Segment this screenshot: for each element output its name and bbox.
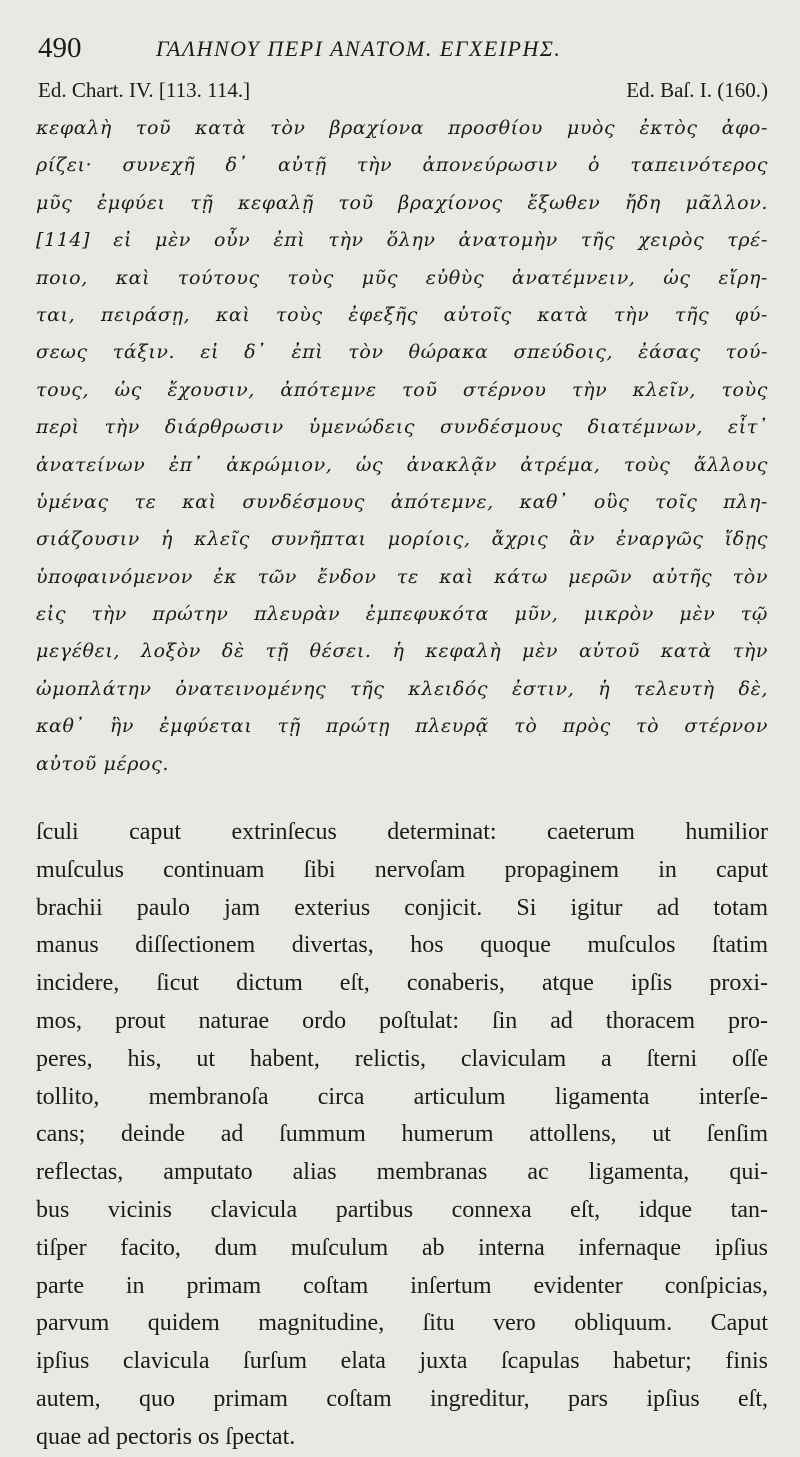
edition-reference-basel: Ed. Baſ. I. (160.) <box>626 78 768 102</box>
latin-text-line: tollito, membranoſa circa articulum ligamenta interſe- <box>36 1083 768 1110</box>
greek-text-line: ποιο, καὶ τούτους τοὺς μῦς εὐθὺς ἀνατέμνειν, ὡς εἴρη- <box>36 266 768 289</box>
greek-text-line: τους, ὡς ἔχουσιν, ἀπότεμνε τοῦ στέρνου τὴν κλεῖν, τοὺς <box>36 378 768 401</box>
running-head: ΓΑΛΗΝΟΥ ΠΕΡΙ ΑΝΑΤΟΜ. ΕΓΧΕΙΡΗΣ. <box>156 36 562 61</box>
latin-text-line: parvum quidem magnitudine, ſitu vero obliquum. Caput <box>36 1310 768 1337</box>
latin-text-line: autem, quo primam coſtam ingreditur, pars ipſius eſt, <box>36 1385 768 1412</box>
greek-text-line: ὑποφαινόμενον ἐκ τῶν ἔνδον τε καὶ κάτω μερῶν αὐτῆς τὸν <box>36 565 768 588</box>
latin-text-line: reflectas, amputato alias membranas ac ligamenta, qui- <box>36 1159 768 1186</box>
latin-text-line: quae ad pectoris os ſpectat. <box>36 1423 296 1450</box>
latin-text-line: parte in primam coſtam inſertum evidenter conſpicias, <box>36 1272 768 1299</box>
greek-text-line: ἀνατείνων ἐπ᾽ ἀκρώμιον, ὡς ἀνακλᾷν ἀτρέμα, τοὺς ἄλλους <box>36 453 768 476</box>
latin-text-line: incidere, ſicut dictum eſt, conaberis, atque ipſis proxi- <box>36 970 768 997</box>
latin-text-line: muſculus continuam ſibi nervoſam propaginem in caput <box>36 856 768 883</box>
greek-text-line: κεφαλὴ τοῦ κατὰ τὸν βραχίονα προσθίου μυὸς ἐκτὸς ἀφο- <box>36 117 768 139</box>
edition-reference-line <box>38 78 768 108</box>
greek-text-line: ὠμοπλάτην ὀνατεινομένης τῆς κλειδός ἐστιν, ἡ τελευτὴ δὲ, <box>36 677 768 700</box>
latin-text-line: peres, his, ut habent, relictis, claviculam a ſterni oſſe <box>36 1045 768 1072</box>
latin-text-line: brachii paulo jam exterius conjicit. Si igitur ad totam <box>36 894 768 921</box>
greek-text-line: μεγέθει, λοξὸν δὲ τῇ θέσει. ἡ κεφαλὴ μὲν αὐτοῦ κατὰ τὴν <box>36 640 768 663</box>
greek-text-line: ται, πειράσῃ, καὶ τοὺς ἐφεξῆς αὐτοῖς κατὰ τὴν τῆς φύ- <box>36 303 768 326</box>
latin-text-line: ipſius clavicula ſurſum elata juxta ſcapulas habetur; finis <box>36 1348 768 1375</box>
latin-text-line: mos, prout naturae ordo poſtulat: ſin ad thoracem pro- <box>36 1007 768 1034</box>
greek-text-line: αὐτοῦ μέρος. <box>36 752 169 775</box>
edition-reference-chartier: Ed. Chart. IV. [113. 114.] <box>38 78 251 102</box>
greek-text-line: σεως τάξιν. εἰ δ᾽ ἐπὶ τὸν θώρακα σπεύδοις, ἐάσας τού- <box>36 341 768 364</box>
page-number: 490 <box>38 32 82 64</box>
latin-text-line: ſculi caput extrinſecus determinat: caeterum humilior <box>36 819 768 845</box>
latin-text-line: tiſper facito, dum muſculum ab interna infernaque ipſius <box>36 1234 768 1261</box>
latin-text-line: bus vicinis clavicula partibus connexa eſt, idque tan- <box>36 1196 768 1223</box>
greek-text-block <box>36 110 768 783</box>
greek-text-line: ὑμένας τε καὶ συνδέσμους ἀπότεμνε, καθ᾽ οὓς τοῖς πλη- <box>36 490 768 513</box>
greek-text-line: [114] εἰ μὲν οὖν ἐπὶ τὴν ὅλην ἀνατομὴν τῆς χειρὸς τρέ- <box>36 229 768 252</box>
greek-text-line: καθ᾽ ἣν ἐμφύεται τῇ πρώτῃ πλευρᾷ τὸ πρὸς τὸ στέρνον <box>36 715 768 738</box>
greek-text-line: μῦς ἐμφύει τῇ κεφαλῇ τοῦ βραχίονος ἔξωθεν ἤδη μᾶλλον. <box>36 191 768 214</box>
latin-text-line: manus diſſectionem divertas, hos quoque muſculos ſtatim <box>36 932 768 959</box>
greek-text-line: εἰς τὴν πρώτην πλευρὰν ἐμπεφυκότα μῦν, μικρὸν μὲν τῷ <box>36 603 768 626</box>
greek-text-line: περὶ τὴν διάρθρωσιν ὑμενώδεις συνδέσμους διατέμνων, εἶτ᾽ <box>36 416 768 439</box>
page-header <box>38 26 768 66</box>
latin-text-block <box>36 814 768 1457</box>
greek-text-line: σιάζουσιν ἡ κλεῖς συνῆπται μορίοις, ἄχρις ἂν ἐναργῶς ἴδῃς <box>36 528 768 551</box>
greek-text-line: ρίζει· συνεχῆ δ᾽ αὐτῇ τὴν ἀπονεύρωσιν ὁ ταπεινότερος <box>36 154 768 177</box>
latin-text-line: cans; deinde ad ſummum humerum attollens, ut ſenſim <box>36 1121 768 1148</box>
